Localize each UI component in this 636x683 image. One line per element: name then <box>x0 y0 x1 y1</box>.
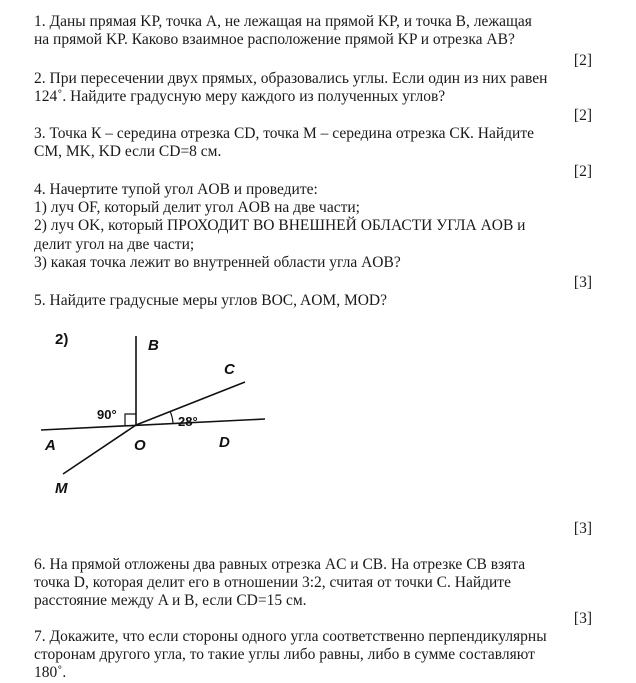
task-3-score: [2] <box>573 163 592 180</box>
task-1-line-1: 1. Даны прямая KP, точка A, не лежащая на прямой KP, и точка B, лежащая <box>34 13 532 30</box>
angle-arc-28 <box>170 411 173 423</box>
task-1-score: [2] <box>573 52 592 69</box>
task-4-line-5: 3) какая точка лежит во внутренней области угла AOB? <box>34 253 401 271</box>
line-ad <box>41 419 265 430</box>
task-4-score: [3] <box>573 274 592 291</box>
right-angle-marker <box>125 414 136 425</box>
point-d-label: D <box>219 434 230 451</box>
task-1 <box>34 13 604 49</box>
point-b-label: B <box>148 337 159 354</box>
task-7-line-2: сторонам другого угла, то такие углы либо равны, либо в сумме составляют <box>34 646 535 664</box>
point-a-label: A <box>45 437 56 454</box>
task-2-line-1: 2. При пересечении двух прямых, образовались углы. Если один из них равен <box>34 70 548 87</box>
task-3 <box>34 125 604 161</box>
angle-90-label: 90° <box>97 407 117 422</box>
task-7-line-1: 7. Докажите, что если стороны одного угла соответственно перпендикулярны <box>34 628 547 645</box>
task-2-line-2: 124˚. Найдите градусную меру каждого из полученных углов? <box>34 88 446 106</box>
task-4-line-3: 2) луч OK, который ПРОХОДИТ ВО ВНЕШНЕЙ ОБЛАСТИ УГЛА AOB и <box>34 217 526 235</box>
ray-om <box>63 425 136 474</box>
angle-28-label: 28° <box>178 414 198 429</box>
task-5 <box>34 292 604 310</box>
task-6 <box>34 556 604 611</box>
task-2-score: [2] <box>573 107 592 124</box>
task-1-line-2: на прямой KP. Каково взаимное расположение прямой KP и отрезка AB? <box>34 31 515 49</box>
task-2 <box>34 70 604 106</box>
task-6-line-1: 6. На прямой отложены два равных отрезка AC и CB. На отрезке CB взята <box>34 556 526 573</box>
task-6-line-2: точка D, которая делит его в отношении 3:2, считая от точки C. Найдите <box>34 574 511 592</box>
point-c-label: C <box>224 361 235 378</box>
task-6-line-3: расстояние между A и B, если CD=15 см. <box>34 592 307 610</box>
figure-label: 2) <box>55 331 69 348</box>
task-7-line-3: 180˚. <box>34 664 67 682</box>
task-3-line-1: 3. Точка К – середина отрезка CD, точка М – середина отрезка СК. Найдите <box>34 125 535 142</box>
task-3-line-2: CM, MK, KD если CD=8 см. <box>34 143 222 161</box>
point-m-label: M <box>55 480 68 497</box>
task-6-score: [3] <box>573 610 592 627</box>
task-4-line-1: 4. Начертите тупой угол AOB и проведите: <box>34 181 318 198</box>
task-4-line-2: 1) луч OF, который делит угол AOB на две части; <box>34 199 360 217</box>
task-4 <box>34 181 604 272</box>
point-o-label: O <box>134 437 146 454</box>
task-7 <box>34 628 604 683</box>
angles-figure <box>33 322 265 514</box>
task-4-line-4: делит угол на две части; <box>34 235 195 253</box>
task-5-score: [3] <box>573 520 592 537</box>
task-5-line-1: 5. Найдите градусные меры углов BOC, AOM, MOD? <box>34 292 388 309</box>
